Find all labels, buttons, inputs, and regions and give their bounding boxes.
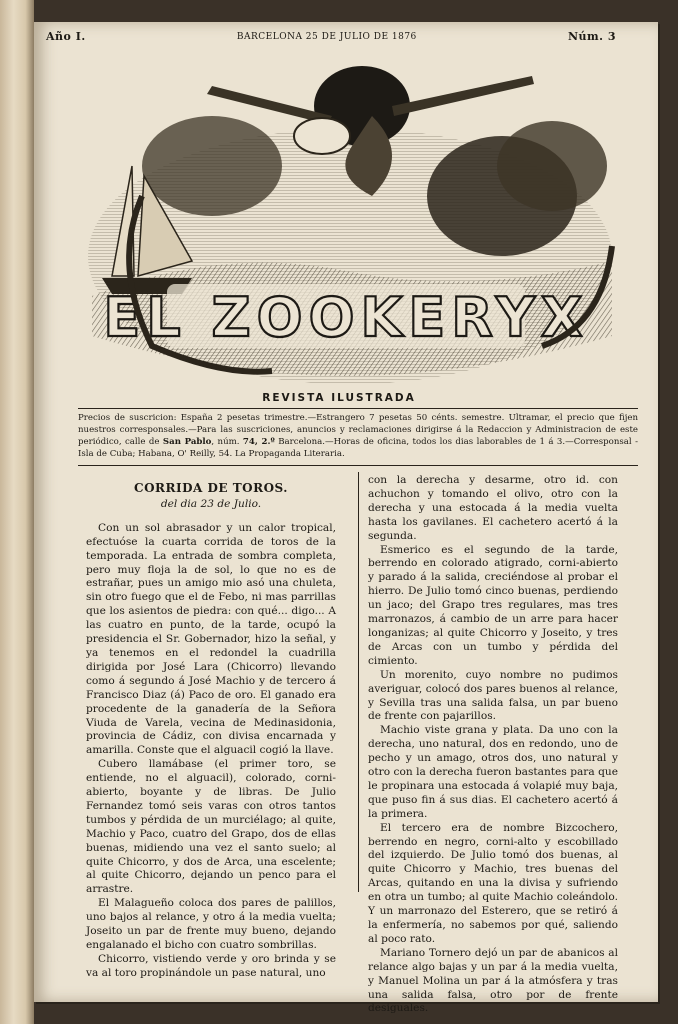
column-divider [358,472,359,892]
year-label: Año I. [46,30,86,43]
paragraph: Esmerico es el segundo de la tarde, berrendo en colorado atigrado, corni-abierto y parado á la salida, creciéndose al probar el hierro. De Julio tomó cinco buenas, perdiendo un jaco; del Grapo tres regulares, mas tres marronazos, á cambio de un arre para hacer longanizas; al quite Chicorro y Joseito, y tres de Arcas con un tumbo y pérdida del cimiento. [368,543,618,667]
article-column-right [368,474,618,1016]
article-column-left [86,474,336,981]
notice-part2: , núm. [211,437,243,447]
subscription-notice [78,408,638,466]
masthead [46,30,616,43]
paragraph: Con un sol abrasador y un calor tropical, efectuóse la cuarta corrida de toros de la temporada. La entrada de sombra completa, pero muy floja la de sol, lo que no es de estrañar, pues un amigo mio asó una chuleta, sin otro fuego que el de Febo, ni mas parrillas que los asientos de piedra: con qué... digo... A las cuatro en punto, de la tarde, ocupó la presidencia el Sr. Gobernador, hizo la señal, y ya tenemos en el redondel la cuadrilla dirigida por José Lara (Chicorro) llevando como á segundo á José Machio y de tercero á Francisco Diaz (á) Paco de oro. El ganado era procedente de la ganadería de la Señora Viuda de Varela, vecina de Medinasidonia, provincia de Cádiz, con divisa encarnada y amarilla. Conste que el alguacil cogió la llave. [86,521,336,757]
paragraph: Mariano Tornero dejó un par de abanicos al relance algo bajas y un par á la media vuelta, y Manuel Molina un par á la atmósfera y tras una salida falsa, otro por de frente desiguales. [368,946,618,1015]
issue-date: BARCELONA 25 DE JULIO DE 1876 [236,32,417,42]
paragraph: Un morenito, cuyo nombre no pudimos averiguar, colocó dos pares buenos al relance, y Sevilla tras una salida falsa, un par bueno de frente con pajarillos. [368,668,618,723]
issue-number: Núm. 3 [567,30,616,43]
book-spine [0,0,34,1024]
article-heading: CORRIDA DE TOROS. [134,481,288,495]
paragraph: El Malagueño coloca dos pares de palillos, uno bajos al relance, y otro á la media vuelta; Joseito un par de frente muy bueno, dejando engalanado el bicho con cuatro sombrillas. [86,897,336,951]
paragraph: Cubero llamábase (el primer toro, se entiende, no el alguacil), colorado, corni-abierto, boyante y de libras. De Julio Fernandez tomó seis varas con otros tantos tumbos y pérdida de un murciélago; al quite, Machio y Paco, cuatro del Grapo, dos de ellas buenas, midiendo una vez el santo suelo; al quite Chicorro, y dos de Arca, una escelente; al quite Chicorro, dejando un penco para el arrastre. [86,758,336,896]
newspaper-title: EL ZOOKERYX [103,286,589,349]
masthead-illustration [72,46,620,384]
notice-part1: Precios de suscricion: España 2 pesetas trimestre.—Estrangero 7 pesetas 50 cénts. semestre. Ultramar, el precio que fijen nuestros corresponsales.—Para las suscriciones, anuncios y reclamaciones dirigirse á la Redaccion y Administracion de este periódico, calle de [78,413,638,447]
notice-number: 74, 2.º [242,437,275,447]
title-lettering [103,284,588,349]
notice-street: San Pablo [162,437,212,447]
article-subheading: del dia 23 de Julio. [160,497,262,510]
notice-part3: Barcelona.—Horas de oficina, todos los dias laborables de 1 á 3.—Corresponsal - Isla de Cuba; Habana, O' Reilly, 54. La Propaganda Literaria. [78,437,638,459]
paragraph: Chicorro, vistiendo verde y oro brinda y se va al toro propinándole un pase natural, uno [86,952,336,979]
paragraph: Machio viste grana y plata. Da uno con la derecha, uno natural, dos en redondo, uno de pecho y un amago, otros dos, uno natural y otro con la derecha fueron bastantes para que le propinara una estocada á volapié muy baja, que puso fin á sus dias. El cachetero acertó á la primera. [368,724,618,820]
paragraph: con la derecha y desarme, otro id. con achuchon y tomando el olivo, otro con la derecha y una estocada á la media vuelta hasta los gavilanes. El cachetero acertó á la segunda. [368,474,618,542]
subtitle: REVISTA ILUSTRADA [262,392,416,404]
paragraph: El tercero era de nombre Bizcochero, berrendo en negro, corni-alto y escobillado del izquierdo. De Julio tomó dos buenas, al quite Chicorro y Machio, tres buenas del Arcas, quitando en una la divisa y sufriendo en otra un tumbo; al quite Machio coleándolo. Y un marronazo del Esterero, que se retiró á la enfermería, no sabemos por qué, saliendo al poco rato. [368,821,618,945]
